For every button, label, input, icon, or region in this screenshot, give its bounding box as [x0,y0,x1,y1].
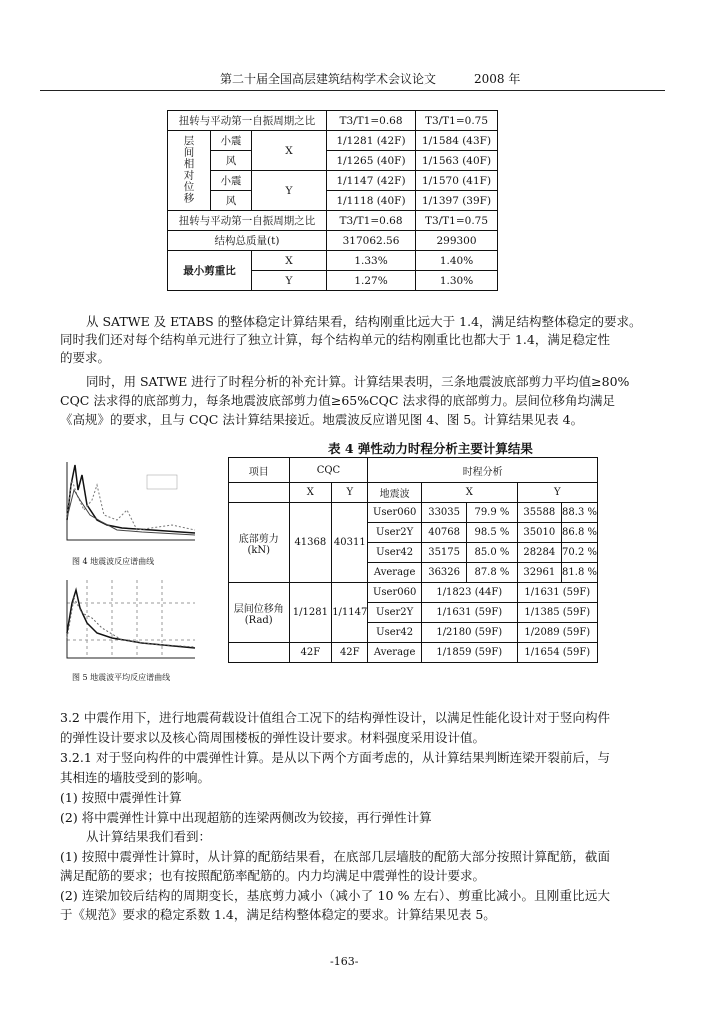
cell: User2Y [368,523,422,543]
text-line: 从 SATWE 及 ETABS 的整体稳定计算结果看，结构刚重比远大于 1.4，满足结构整体稳定的要求。 [86,314,642,329]
cell: Y [252,271,327,291]
cell: 1/1823 (44F) [421,583,517,603]
cell: 结构总质量(t) [168,231,327,251]
text-line: 其相连的墙肢受到的影响。 [60,770,211,785]
table-row [168,171,498,191]
table-row [168,191,498,211]
running-header [220,70,558,87]
cell: 317062.56 [327,231,416,251]
cell: User42 [368,543,422,563]
cell: 85.0 % [467,543,517,563]
table-row [229,503,598,523]
text-line: 的弹性设计要求以及核心筒周围楼板的弹性设计要求。材料强度采用设计值。 [60,730,486,745]
cell: 33035 [421,503,466,523]
cell: 1/1584 (43F) [416,131,498,151]
cell: 时程分析 [368,458,598,483]
cell: 32961 [517,563,561,583]
cell: 40768 [421,523,466,543]
cell: T3/T1=0.68 [327,211,416,231]
table-row [168,251,498,271]
cell: 地震波 [368,483,422,503]
text-line: 3.2 中震作用下，进行地震荷载设计值组合工况下的结构弹性设计，以满足性能化设计对于竖向构件 [60,710,610,725]
text-line: (2) 连梁加铰后结构的周期变长，基底剪力减小（减小了 10 % 左右）、剪重比减小。且刚重比远大 [60,888,610,903]
drift-unit: (Rad) [244,614,273,626]
cell: 1/1147 [332,583,368,643]
cell: 小震 [211,131,252,151]
cell: 299300 [416,231,498,251]
cell: CQC [289,458,368,483]
cell: 1/1563 (40F) [416,151,498,171]
text-line: 同时，用 SATWE 进行了时程分析的补充计算。计算结果表明，三条地震波底部剪力平均值≥80% [86,374,630,389]
text-line: CQC 法求得的底部剪力，每条地震波底部剪力值≥65%CQC 法求得的底部剪力。层间位移角均满足 [60,393,615,408]
cell: 87.8 % [467,563,517,583]
cell: 1/1570 (41F) [416,171,498,191]
table-row [168,131,498,151]
table-row [229,483,598,503]
table-row [168,211,498,231]
page-number: -163- [330,955,359,968]
cell: X [252,251,327,271]
table-row [168,231,498,251]
cell: 81.8 % [562,563,598,583]
cell: 最小剪重比 [168,251,252,291]
text-line: 《高规》的要求，且与 CQC 法计算结果接近。地震波反应谱见图 4、图 5。计算结果见表 4。 [60,412,584,427]
cell: 扭转与平动第一自振周期之比 [168,211,327,231]
cell: 1/2089 (59F) [517,623,597,643]
cell: 79.9 % [467,503,517,523]
cell: 1.27% [327,271,416,291]
cell: T3/T1=0.75 [416,211,498,231]
cell: 1/1147 (42F) [327,171,416,191]
text-line: (1) 按照中震弹性计算 [60,790,182,805]
cell: 35588 [517,503,561,523]
shear-unit: (kN) [247,544,271,556]
cell: 41368 [289,503,332,583]
cell: X [252,131,327,171]
cell: 1/1281 [289,583,332,643]
cell: Average [368,563,422,583]
figure4-caption: 图 4 地震波反应谱曲线 [72,557,155,566]
cell: 风 [211,151,252,171]
cell: 1/1118 (40F) [327,191,416,211]
text-line: 同时我们还对每个结构单元进行了独立计算，每个结构单元的结构刚重比也都大于 1.4，满足稳定性 [60,332,610,347]
table-stability [167,110,498,291]
cell: 28284 [517,543,561,563]
figure4-response-spectra [62,460,197,545]
figure5-average-spectrum [62,578,197,663]
table-row [229,643,598,663]
cell: User060 [368,503,422,523]
cell: User42 [368,623,422,643]
cell: X [289,483,332,503]
cell: 1/1385 (59F) [517,603,597,623]
text-line: 3.2.1 对于竖向构件的中震弹性计算。是从以下两个方面考虑的，从计算结果判断连梁开裂前后，与 [60,750,610,765]
cell: Y [517,483,597,503]
cell: 1.30% [416,271,498,291]
cell [229,583,290,643]
cell: 35175 [421,543,466,563]
cell: 35010 [517,523,561,543]
figure5-caption: 图 5 地震波平均反应谱曲线 [72,673,171,682]
cell: 42F [332,643,368,663]
cell: 40311 [332,503,368,583]
cell: 1/1631 (59F) [421,603,517,623]
cell: 86.8 % [562,523,598,543]
drift-label: 层间位移角 [233,603,284,615]
cell: Y [332,483,368,503]
text-line: (1) 按照中震弹性计算时，从计算的配筋结果看，在底部几层墙肢的配筋大部分按照计算配筋，截面 [60,849,610,864]
cell: 小震 [211,171,252,191]
cell: 88.3 % [562,503,598,523]
legend [147,475,177,489]
cell: 1/1859 (59F) [421,643,517,663]
drift-label: 层间相对位移 [182,134,195,204]
header-rule [40,90,665,91]
cell: User060 [368,583,422,603]
cell: 1/2180 (59F) [421,623,517,643]
text-line: 从计算结果我们看到： [86,829,212,844]
cell: Y [252,171,327,211]
cell: 风 [211,191,252,211]
shear-label: 底部剪力 [238,533,279,545]
cell: 1/1654 (59F) [517,643,597,663]
table-row [168,111,498,131]
cell: 98.5 % [467,523,517,543]
cell: 1/1397 (39F) [416,191,498,211]
cell: 1.40% [416,251,498,271]
cell: 36326 [421,563,466,583]
cell: User2Y [368,603,422,623]
cell: 70.2 % [562,543,598,563]
header-year: 2008 年 [474,72,521,86]
cell: 1.33% [327,251,416,271]
spectrum-line [67,480,195,530]
cell [229,503,290,583]
text-line: 的要求。 [60,350,111,365]
cell: 1/1281 (42F) [327,131,416,151]
table4-caption: 表 4 弹性动力时程分析主要计算结果 [328,441,533,456]
cell: 项目 [229,458,290,483]
text-line: (2) 将中震弹性计算中出现超筋的连梁两侧改为铰接，再行弹性计算 [60,810,432,825]
table-row [229,458,598,483]
table-row [229,583,598,603]
average-line [67,590,195,648]
cell: T3/T1=0.68 [327,111,416,131]
text-line: 满足配筋的要求；也有按照配筋率配筋的。内力均满足中震弹性的设计要求。 [60,868,486,883]
table-time-history [228,457,598,663]
cell: 1/1631 (59F) [517,583,597,603]
cell: 1/1265 (40F) [327,151,416,171]
cell: Average [368,643,422,663]
cell: 扭转与平动第一自振周期之比 [168,111,327,131]
text-line: 于《规范》要求的稳定系数 1.4，满足结构整体稳定的要求。计算结果见表 5。 [60,907,496,922]
table-row [168,151,498,171]
cell: X [421,483,517,503]
cell: 42F [289,643,332,663]
header-title: 第二十届全国高层建筑结构学术会议论文 [220,72,437,86]
cell: T3/T1=0.75 [416,111,498,131]
